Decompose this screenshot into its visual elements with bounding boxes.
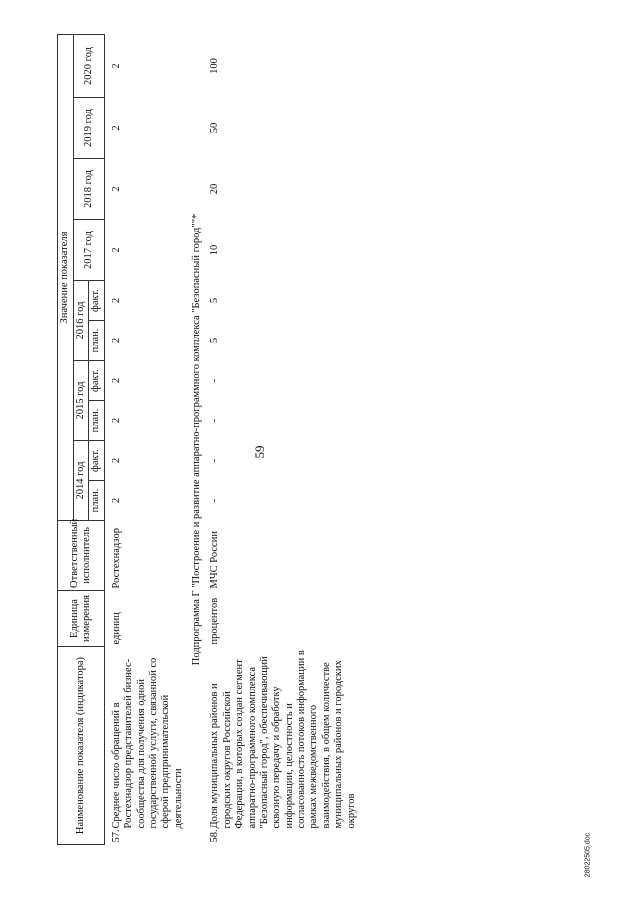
value-cell: 2 [110, 63, 122, 69]
unit-cell: процентов [209, 597, 221, 645]
header-year-2014: 2014 год [74, 441, 89, 521]
rotated-table-page [57, 35, 537, 845]
header-values-group: Значение показателя [58, 34, 74, 520]
page-number: 59 [252, 445, 267, 459]
indicator-name: Доля муниципальных районов и городских округов Российской Федерации, в которых создан сегмент аппаратно-программного комплекса "Безопасный город", обеспечивающий сквозную передачу и обработку информации, целостность и согласованность потоков информации в рамках межведомственного взаимодействия, в общем количестве муниципальных районов и городских округов [209, 650, 357, 829]
header-year-2019: 2019 год [74, 98, 105, 159]
value-cell: 2 [110, 417, 122, 424]
row-number: 57. [110, 829, 122, 843]
value-cell: 100 [209, 58, 221, 74]
value-cell: - [209, 418, 221, 423]
header-fact-2014: факт. [89, 441, 104, 481]
value-cell: 2 [110, 457, 122, 464]
indicator-name: Среднее число обращений в Ростехнадзор представителей бизнес-сообщества для получения одной государственной услуги, связанной со сферой предпринимательской деятельности [110, 657, 184, 829]
header-plan-2015: план. [89, 401, 104, 441]
header-fact-2015: факт. [89, 361, 104, 401]
value-cell: - [209, 378, 221, 383]
header-unit: Единица измерения [58, 591, 105, 647]
table-row [104, 34, 186, 844]
value-cell: 5 [209, 297, 221, 304]
indicator-name-cell [104, 647, 186, 845]
value-cell: 10 [209, 244, 221, 256]
row-number: 58. [209, 829, 221, 843]
header-name: Наименование показателя (индикатора) [58, 647, 105, 845]
header-year-2015: 2015 год [74, 361, 89, 441]
value-cell: 2 [110, 337, 122, 344]
header-year-2017: 2017 год [74, 220, 105, 281]
value-cell: 20 [209, 183, 221, 195]
header-year-2020: 2020 год [74, 34, 105, 97]
value-cell: 2 [110, 186, 122, 192]
header-executor: Ответственный исполнитель [58, 521, 105, 591]
value-cell: 2 [110, 377, 122, 384]
subprogram-title: Подпрограмма Г "Построение и развитие аппаратно-программного комплекса "Безопасный город""* [191, 213, 202, 666]
value-cell: 2 [110, 497, 122, 504]
value-cell: 5 [209, 337, 221, 344]
header-year-2018: 2018 год [74, 159, 105, 220]
header-year-2016: 2016 год [74, 281, 89, 361]
header-fact-2016: факт. [89, 281, 104, 321]
footer-file-code: 28022505.doc [584, 832, 592, 878]
executor-cell: МЧС России [209, 531, 221, 589]
table-row [207, 34, 359, 844]
section-row [186, 34, 207, 844]
value-cell: 2 [110, 247, 122, 253]
value-cell: - [209, 458, 221, 463]
value-cell: 2 [110, 297, 122, 304]
indicator-table [57, 34, 359, 845]
value-cell: - [209, 498, 221, 503]
indicator-name-cell [207, 647, 359, 845]
value-cell: 50 [209, 122, 221, 134]
header-plan-2014: план. [89, 481, 104, 521]
unit-cell: единиц [110, 612, 122, 645]
value-cell: 2 [110, 125, 122, 131]
header-plan-2016: план. [89, 321, 104, 361]
executor-cell: Ростехнадзор [110, 528, 122, 589]
